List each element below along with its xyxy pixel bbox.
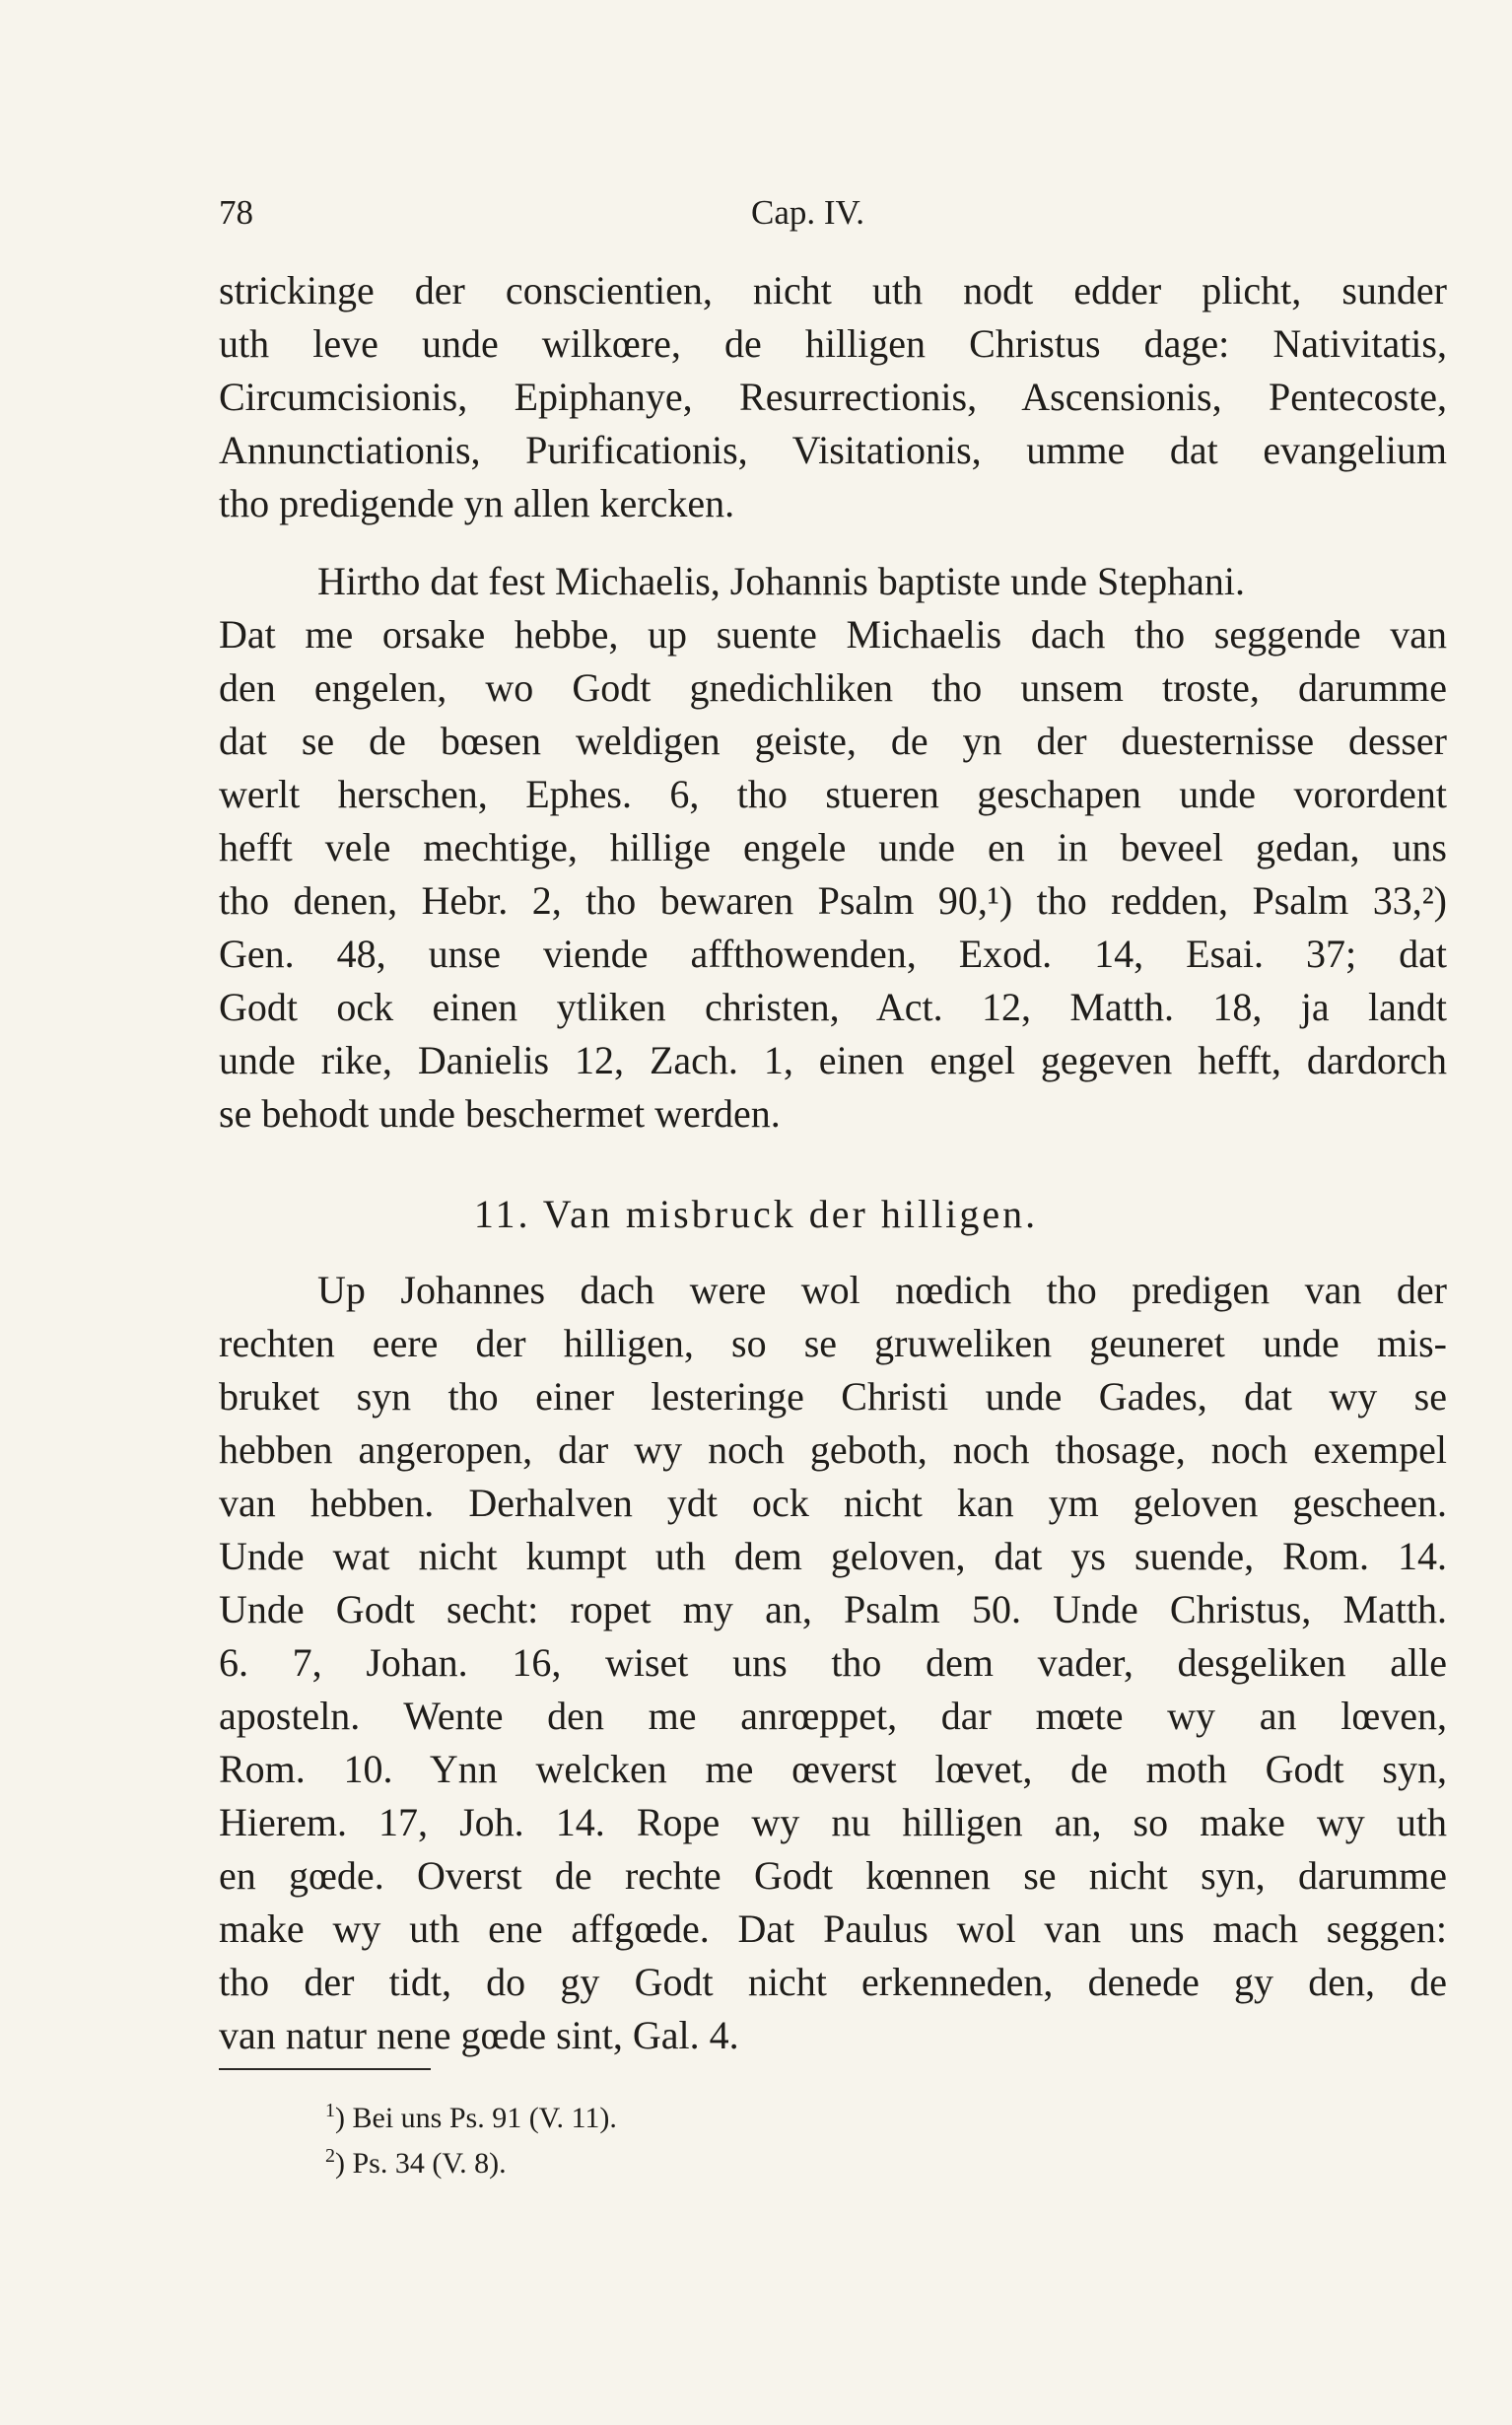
running-title: Cap. IV. <box>751 193 865 232</box>
text-line: Rom. 10. Ynn welcken me œverst lœvet, de moth Godt syn, <box>219 1747 1447 1791</box>
footnote-mark: 2 <box>325 2145 335 2167</box>
text-line: aposteln. Wente den me anrœppet, dar mœte wy an lœven, <box>219 1694 1447 1738</box>
text-line: unde rike, Danielis 12, Zach. 1, einen engel gegeven hefft, dardorch <box>219 1038 1447 1082</box>
text-line: strickinge der conscientien, nicht uth nodt edder plicht, sunder <box>219 268 1447 312</box>
text-line: Gen. 48, unse viende affthowenden, Exod. 14, Esai. 37; dat <box>219 932 1447 976</box>
paragraph-2 <box>219 555 1447 1141</box>
text-line: werlt herschen, Ephes. 6, tho stueren geschapen unde vorordent <box>219 772 1447 816</box>
text-line: en gœde. Overst de rechte Godt kœnnen se nicht syn, darumme <box>219 1853 1447 1898</box>
footnote: $^2$) Ps. 34 (V. 8). <box>325 2145 507 2180</box>
text-line: rechten eere der hilligen, so se gruweliken geuneret unde mis- <box>219 1321 1447 1365</box>
text-line: van hebben. Derhalven ydt ock nicht kan ym geloven gescheen. <box>219 1481 1447 1525</box>
text-line: Hirtho dat fest Michaelis, Johannis baptiste unde Stephani. <box>317 559 1245 603</box>
text-line: Up Johannes dach were wol nœdich tho predigen van der <box>317 1268 1447 1312</box>
footnote: $^1$) Bei uns Ps. 91 (V. 11). <box>325 2100 617 2134</box>
footnote-text: Ps. 34 (V. 8). <box>352 2147 507 2180</box>
text-line: bruket syn tho einer lesteringe Christi unde Gades, dat wy se <box>219 1374 1447 1419</box>
footnote-mark: 1 <box>325 2100 335 2121</box>
page-header <box>219 193 1447 242</box>
footnote-divider <box>219 2068 431 2070</box>
text-line: Godt ock einen ytliken christen, Act. 12, Matth. 18, ja landt <box>219 985 1447 1029</box>
text-line: Unde Godt secht: ropet my an, Psalm 50. Unde Christus, Matth. <box>219 1587 1447 1631</box>
section-heading: 11. Van misbruck der hilligen. <box>473 1192 1039 1236</box>
text-line: Annunctiationis, Purificationis, Visitationis, umme dat evangelium <box>219 428 1447 472</box>
text-line: den engelen, wo Godt gnedichliken tho unsem troste, darumme <box>219 665 1447 710</box>
text-line: 6. 7, Johan. 16, wiset uns tho dem vader, desgeliken alle <box>219 1640 1447 1685</box>
text-line: tho denen, Hebr. 2, tho bewaren Psalm 90,¹) tho redden, Psalm 33,²) <box>219 878 1447 923</box>
text-line: se behodt unde beschermet werden. <box>219 1091 781 1136</box>
paragraph-3 <box>219 1264 1447 2062</box>
text-line: van natur nene gœde sint, Gal. 4. <box>219 2013 739 2057</box>
text-line: uth leve unde wilkœre, de hilligen Christus dage: Nativitatis, <box>219 321 1447 366</box>
footnotes <box>325 2088 617 2179</box>
text-line: tho der tidt, do gy Godt nicht erkenneden, denede gy den, de <box>219 1960 1447 2004</box>
page-number: 78 <box>219 193 253 232</box>
text-line: Hierem. 17, Joh. 14. Rope wy nu hilligen an, so make wy uth <box>219 1800 1447 1844</box>
footnote-text: Bei uns Ps. 91 (V. 11). <box>352 2102 617 2134</box>
text-line: Circumcisionis, Epiphanye, Resurrectionis, Ascensionis, Pentecoste, <box>219 375 1447 419</box>
text-line: tho predigende yn allen kercken. <box>219 481 735 525</box>
text-line: dat se de bœsen weldigen geiste, de yn der duesternisse desser <box>219 719 1447 763</box>
text-line: make wy uth ene affgœde. Dat Paulus wol van uns mach seggen: <box>219 1906 1447 1951</box>
paragraph-1 <box>219 264 1447 530</box>
text-line: hefft vele mechtige, hillige engele unde en in beveel gedan, uns <box>219 825 1447 869</box>
text-line: Dat me orsake hebbe, up suente Michaelis dach tho seggende van <box>219 612 1447 657</box>
text-line: hebben angeropen, dar wy noch geboth, noch thosage, noch exempel <box>219 1427 1447 1472</box>
text-line: Unde wat nicht kumpt uth dem geloven, dat ys suende, Rom. 14. <box>219 1534 1447 1578</box>
